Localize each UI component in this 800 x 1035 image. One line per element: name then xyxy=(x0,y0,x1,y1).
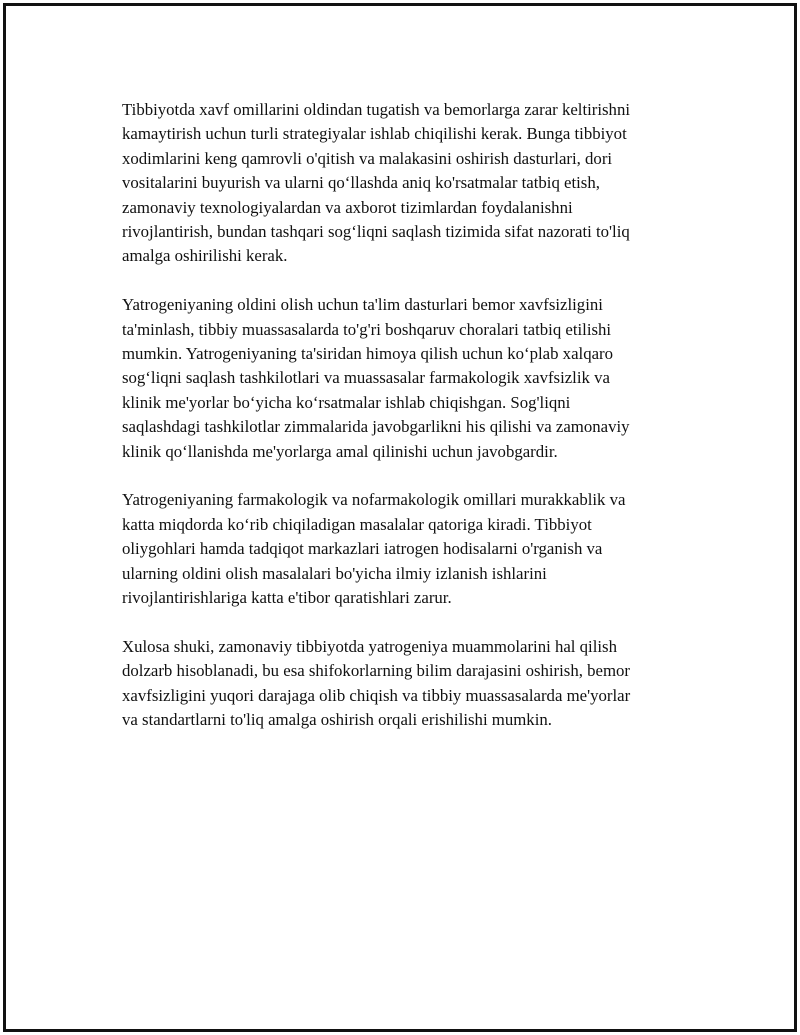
paragraph-4 xyxy=(122,635,694,733)
text-line: Tibbiyotda xavf omillarini oldindan tugatish va bemorlarga zarar keltirishni xyxy=(122,100,630,119)
text-line: dolzarb hisoblanadi, bu esa shifokorlarning bilim darajasini oshirish, bemor xyxy=(122,661,630,681)
page-frame xyxy=(3,3,797,1032)
text-line: vositalarini buyurish va ularni qo‘llashda aniq ko'rsatmalar tatbiq etish, xyxy=(122,173,600,193)
paragraph-3 xyxy=(122,488,694,610)
text-line: rivojlantirishlariga katta e'tibor qaratishlari zarur. xyxy=(122,588,452,608)
text-line: oliygohlari hamda tadqiqot markazlari iatrogen hodisalarni o'rganish va xyxy=(122,539,603,559)
text-line: Yatrogeniyaning farmakologik va nofarmakologik omillari murakkablik va xyxy=(122,490,626,510)
document-body xyxy=(122,98,694,757)
text-line: zamonaviy texnologiyalardan va axborot tizimlardan foydalanishni xyxy=(122,197,573,217)
text-line: rivojlantirish, bundan tashqari sog‘liqni saqlash tizimida sifat nazorati to'liq xyxy=(122,222,630,242)
text-line: klinik me'yorlar bo‘yicha ko‘rsatmalar ishlab chiqishgan. Sog'liqni xyxy=(122,392,571,412)
text-line: Xulosa shuki, zamonaviy tibbiyotda yatrogeniya muammolarini hal qilish xyxy=(122,636,617,656)
paragraph-2 xyxy=(122,293,694,464)
text-line: Yatrogeniyaning oldini olish uchun ta'lim dasturlari bemor xavfsizligini xyxy=(122,295,603,315)
text-line: mumkin. Yatrogeniyaning ta'siridan himoya qilish uchun ko‘plab xalqaro xyxy=(122,344,614,364)
text-line: katta miqdorda ko‘rib chiqiladigan masalalar qatoriga kiradi. Tibbiyot xyxy=(122,514,592,534)
text-line: klinik qo‘llanishda me'yorlarga amal qilinishi uchun javobgardir. xyxy=(122,441,558,461)
text-line: amalga oshirilishi kerak. xyxy=(122,246,288,266)
paragraph-1 xyxy=(122,98,694,269)
text-line: saqlashdagi tashkilotlar zimmalarida javobgarlikni his qilishi va zamonaviy xyxy=(122,417,630,437)
text-line: xavfsizligini yuqori darajaga olib chiqish va tibbiy muassasalarda me'yorlar xyxy=(122,685,631,705)
text-line: kamaytirish uchun turli strategiyalar ishlab chiqilishi kerak. Bunga tibbiyot xyxy=(122,124,627,144)
text-line: xodimlarini keng qamrovli o'qitish va malakasini oshirish dasturlari, dori xyxy=(122,148,613,168)
text-line: ularning oldini olish masalalari bo'yicha ilmiy izlanish ishlarini xyxy=(122,563,547,583)
text-line: sog‘liqni saqlash tashkilotlari va muassasalar farmakologik xavfsizlik va xyxy=(122,368,610,388)
text-line: ta'minlash, tibbiy muassasalarda to'g'ri boshqaruv choralari tatbiq etilishi xyxy=(122,319,612,339)
text-line: va standartlarni to'liq amalga oshirish orqali erishilishi mumkin. xyxy=(122,710,552,730)
